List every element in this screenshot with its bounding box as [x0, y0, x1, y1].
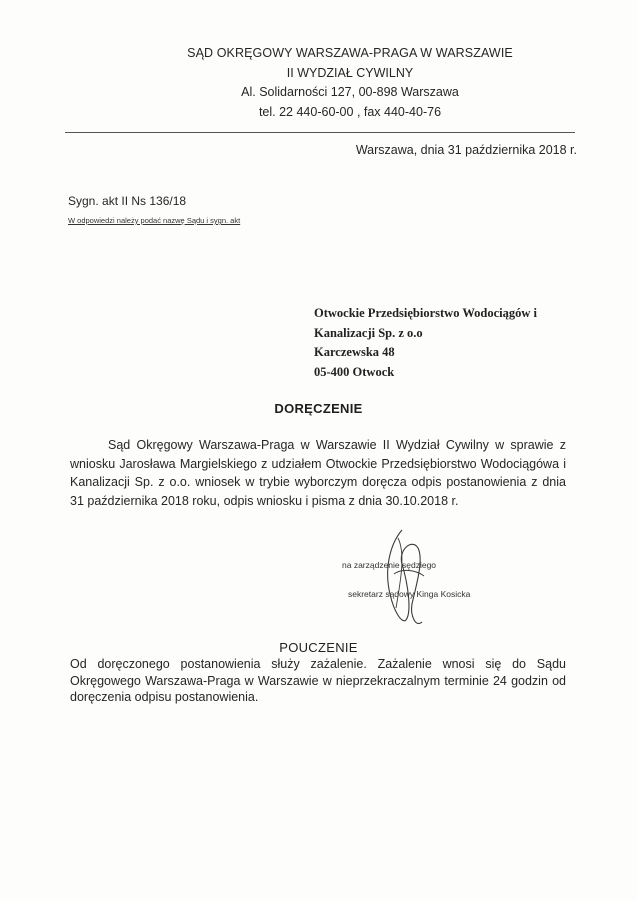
instruction-text: Od doręczonego postanowienia służy zażalenie. Zażalenie wnosi się do Sądu Okręgowego Warszawa-Praga w Warszawie w nieprzekraczalnym terminie 24 godzin od doręczenia odpisu postanowienia. — [70, 657, 566, 704]
signature-authority: na zarządzenie sędziego — [342, 560, 437, 570]
addressee-block — [314, 304, 574, 382]
document-date: Warszawa, dnia 31 października 2018 r. — [355, 143, 577, 157]
handwritten-signature — [372, 524, 442, 634]
addressee-street: Karczewska 48 — [314, 345, 395, 359]
signature-secretary: sekretarz sądowy Kinga Kosicka — [348, 589, 471, 599]
court-address: Al. Solidarności 127, 00-898 Warszawa — [241, 85, 459, 99]
case-signature: Sygn. akt II Ns 136/18 — [68, 194, 187, 208]
body-paragraph: Sąd Okręgowy Warszawa-Praga w Warszawie II Wydział Cywilny w sprawie z wniosku Jarosława Margielskiego z udziałem Otwockie Przedsiębiorstwo Wodociągówa i Kanalizacji Sp. z o.o. wniosek w trybie wyborczym doręcza odpis postanowienia z dnia 31 października 2018 roku, odpis wniosku i pisma z dnia 30.10.2018 r. — [70, 438, 566, 508]
header-divider — [65, 132, 575, 133]
court-header — [130, 44, 570, 122]
addressee-line-2: Kanalizacji Sp. z o.o — [314, 325, 423, 340]
instruction-title: POUCZENIE — [279, 640, 358, 655]
case-signature-note: W odpowiedzi należy podać nazwę Sądu i sygn. akt — [68, 216, 241, 225]
addressee-city: 05-400 Otwock — [314, 364, 395, 379]
court-name: SĄD OKRĘGOWY WARSZAWA-PRAGA W WARSZAWIE — [187, 46, 513, 60]
document-title: DORĘCZENIE — [274, 401, 363, 416]
addressee-line-1: Otwockie Przedsiębiorstwo Wodociągów i — [314, 306, 538, 320]
court-division: II WYDZIAŁ CYWILNY — [286, 65, 414, 80]
court-contact: tel. 22 440-60-00 , fax 440-40-76 — [258, 104, 442, 119]
